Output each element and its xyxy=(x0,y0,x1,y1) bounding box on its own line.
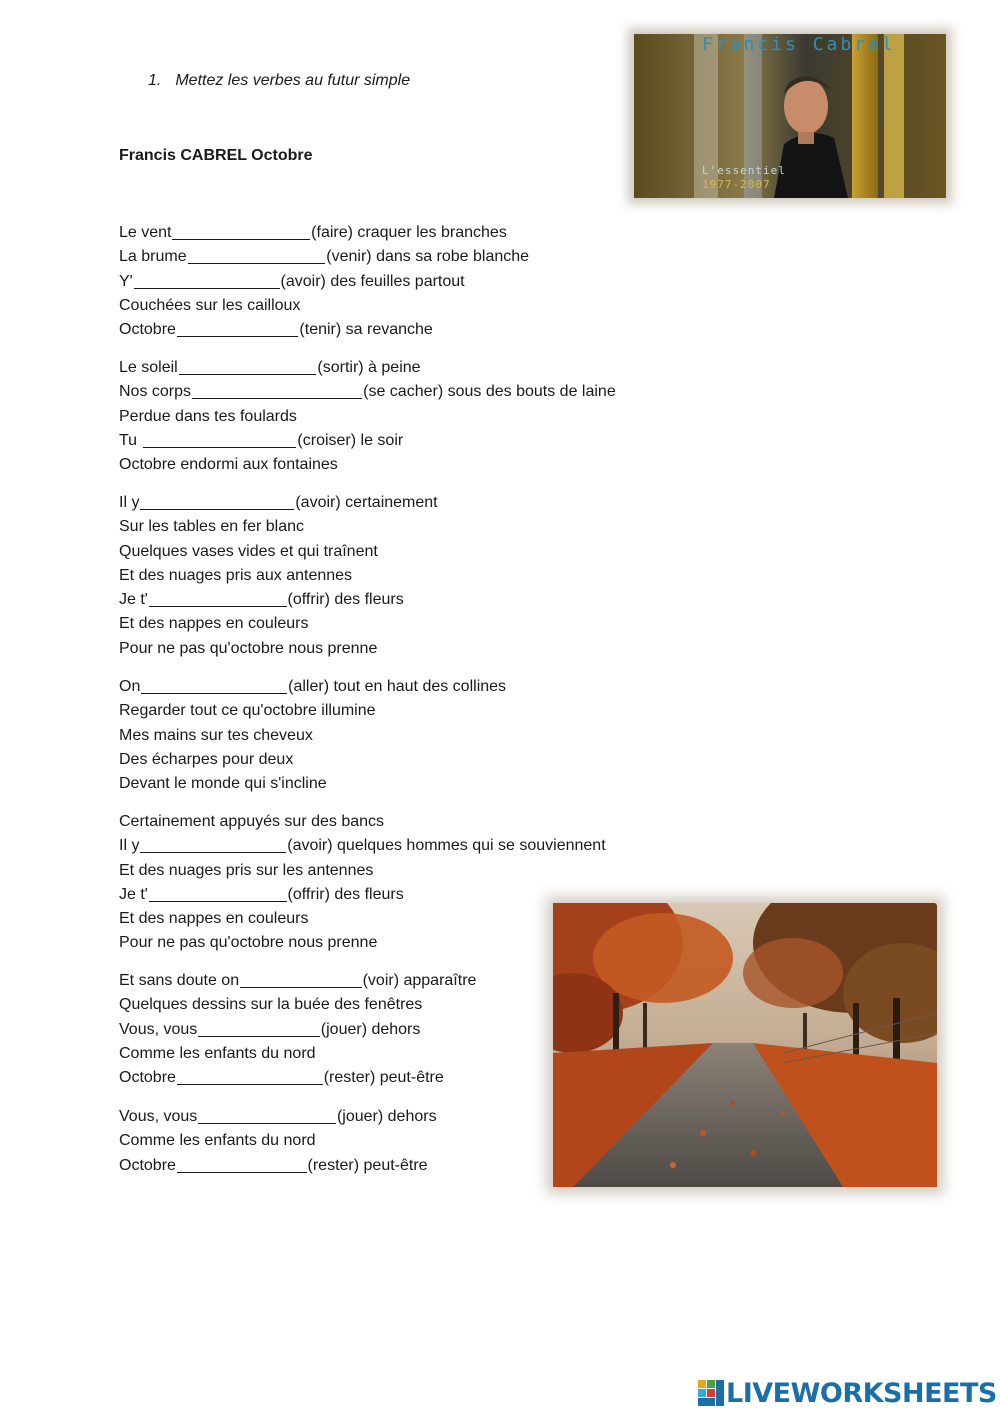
verb-answer-input[interactable] xyxy=(240,973,362,988)
lyric-before: Tu xyxy=(119,431,142,449)
lyric-text: Regarder tout ce qu'octobre illumine xyxy=(119,702,376,720)
lyric-after: (se cacher) sous des bouts de laine xyxy=(363,383,616,401)
lyric-line xyxy=(119,1154,437,1178)
verb-answer-input[interactable] xyxy=(198,1022,320,1037)
lyric-text: Des écharpes pour deux xyxy=(119,750,294,768)
lyric-text: Quelques dessins sur la buée des fenêtres xyxy=(119,996,423,1014)
verb-answer-input[interactable] xyxy=(143,433,297,448)
verb-answer-input[interactable] xyxy=(198,1109,336,1124)
lyric-text: Pour ne pas qu'octobre nous prenne xyxy=(119,934,378,952)
liveworksheets-logo-icon xyxy=(698,1380,724,1406)
lyric-after: (jouer) dehors xyxy=(336,1108,437,1125)
verb-answer-input[interactable] xyxy=(177,1158,307,1173)
instruction-number: 1. xyxy=(148,72,162,89)
lyric-line xyxy=(119,699,506,723)
lyric-line xyxy=(119,969,476,993)
lyric-before: Il y xyxy=(119,837,140,855)
lyric-line xyxy=(119,907,606,931)
lyric-text: Et des nappes en couleurs xyxy=(119,615,309,633)
lyric-line xyxy=(119,588,438,612)
lyric-line xyxy=(119,294,529,318)
verb-answer-input[interactable] xyxy=(149,592,287,607)
lyric-line xyxy=(119,221,529,245)
lyric-after: (offrir) des fleurs xyxy=(287,885,404,903)
lyric-line xyxy=(119,515,438,539)
lyric-line xyxy=(119,1129,437,1153)
verb-answer-input[interactable] xyxy=(177,1070,323,1085)
lyric-line xyxy=(119,931,606,955)
verb-answer-input[interactable] xyxy=(149,887,287,902)
lyric-after: (sortir) à peine xyxy=(317,359,421,376)
lyric-text: Sur les tables en fer blanc xyxy=(119,518,304,536)
lyric-text: Comme les enfants du nord xyxy=(119,1132,316,1150)
verb-answer-input[interactable] xyxy=(177,322,299,337)
lyric-line xyxy=(119,810,606,834)
lyric-after: (croiser) le soir xyxy=(297,431,404,449)
lyric-text: Et des nuages pris sur les antennes xyxy=(119,861,374,879)
lyric-line xyxy=(119,453,616,477)
lyric-before: Je t' xyxy=(119,885,148,903)
album-years: 1977-2007 xyxy=(702,178,771,191)
lyric-text: Comme les enfants du nord xyxy=(119,1044,316,1062)
lyric-before: Vous, vous xyxy=(119,1108,198,1125)
lyric-before: Et sans doute on xyxy=(119,972,240,989)
lyric-before: Le vent xyxy=(119,224,172,241)
lyric-after: (rester) peut-être xyxy=(323,1069,444,1087)
lyric-line xyxy=(119,429,616,453)
lyric-text: Perdue dans tes foulards xyxy=(119,407,297,425)
lyric-after: (venir) dans sa robe blanche xyxy=(326,248,530,266)
lyric-line xyxy=(119,380,616,404)
lyric-before: Octobre xyxy=(119,1156,176,1174)
lyric-before: On xyxy=(119,678,141,695)
autumn-road-image xyxy=(553,903,937,1187)
album-subtitle: L'essentiel xyxy=(702,164,786,177)
lyric-after: (jouer) dehors xyxy=(320,1020,421,1038)
lyric-before: Octobre xyxy=(119,1069,176,1087)
lyric-line xyxy=(119,993,476,1017)
exercise-instruction xyxy=(148,72,410,90)
lyric-after: (faire) craquer les branches xyxy=(311,224,507,241)
lyric-text: Quelques vases vides et qui traînent xyxy=(119,542,378,560)
stanza xyxy=(119,221,529,342)
verb-answer-input[interactable] xyxy=(188,249,326,264)
lyric-after: (voir) apparaître xyxy=(362,972,477,989)
lyric-line xyxy=(119,834,606,858)
liveworksheets-logo-text: LIVEWORKSHEETS xyxy=(726,1377,997,1409)
lyric-after: (offrir) des fleurs xyxy=(287,591,404,609)
lyric-text: Mes mains sur tes cheveux xyxy=(119,726,313,744)
lyric-text: Certainement appuyés sur des bancs xyxy=(119,813,385,830)
liveworksheets-logo xyxy=(698,1377,997,1409)
stanza xyxy=(119,491,438,661)
instruction-text: Mettez les verbes au futur simple xyxy=(175,72,411,89)
lyric-line xyxy=(119,1018,476,1042)
verb-answer-input[interactable] xyxy=(140,838,286,853)
lyric-line xyxy=(119,356,616,380)
lyric-line xyxy=(119,637,438,661)
lyric-line xyxy=(119,1042,476,1066)
lyric-after: (rester) peut-être xyxy=(307,1156,428,1174)
lyric-before: Je t' xyxy=(119,591,148,609)
lyric-line xyxy=(119,883,606,907)
lyric-line xyxy=(119,1066,476,1090)
lyric-line xyxy=(119,318,529,342)
stanza xyxy=(119,356,616,477)
stanza xyxy=(119,969,476,1090)
lyric-line xyxy=(119,675,506,699)
verb-answer-input[interactable] xyxy=(192,384,362,399)
verb-answer-input[interactable] xyxy=(134,274,280,289)
lyric-line xyxy=(119,748,506,772)
lyric-after: (tenir) sa revanche xyxy=(299,321,433,339)
lyric-line xyxy=(119,540,438,564)
song-title: Francis CABREL Octobre xyxy=(119,147,313,164)
lyric-before: Vous, vous xyxy=(119,1020,198,1038)
lyric-before: La brume xyxy=(119,248,187,266)
stanza xyxy=(119,810,606,956)
lyric-text: Devant le monde qui s'incline xyxy=(119,775,327,793)
lyric-before: Octobre xyxy=(119,321,176,339)
lyric-after: (avoir) quelques hommes qui se souviennent xyxy=(287,837,606,855)
album-cover-image xyxy=(634,34,946,198)
lyric-before: Nos corps xyxy=(119,383,192,401)
lyric-line xyxy=(119,564,438,588)
verb-answer-input[interactable] xyxy=(140,495,294,510)
lyric-after: (aller) tout en haut des collines xyxy=(288,678,507,695)
lyric-text: Couchées sur les cailloux xyxy=(119,296,301,314)
lyric-line xyxy=(119,772,506,796)
lyric-text: Pour ne pas qu'octobre nous prenne xyxy=(119,639,378,657)
lyric-after: (avoir) certainement xyxy=(295,494,438,511)
lyric-text: Et des nappes en couleurs xyxy=(119,910,309,928)
album-artist: Francis Cabrel xyxy=(702,34,896,55)
lyric-after: (avoir) des feuilles partout xyxy=(280,272,465,290)
lyric-before: Il y xyxy=(119,494,140,511)
lyric-line xyxy=(119,491,438,515)
stanza xyxy=(119,1105,437,1178)
lyric-before: Le soleil xyxy=(119,359,178,376)
lyric-line xyxy=(119,859,606,883)
lyric-line xyxy=(119,1105,437,1129)
lyric-line xyxy=(119,612,438,636)
lyric-text: Et des nuages pris aux antennes xyxy=(119,566,353,584)
lyric-line xyxy=(119,245,529,269)
verb-answer-input[interactable] xyxy=(172,225,310,240)
lyric-line xyxy=(119,724,506,748)
verb-answer-input[interactable] xyxy=(141,679,287,694)
lyric-text: Octobre endormi aux fontaines xyxy=(119,456,338,474)
lyric-before: Y' xyxy=(119,272,133,290)
lyric-line xyxy=(119,405,616,429)
lyric-line xyxy=(119,270,529,294)
stanza xyxy=(119,675,506,796)
verb-answer-input[interactable] xyxy=(179,360,317,375)
